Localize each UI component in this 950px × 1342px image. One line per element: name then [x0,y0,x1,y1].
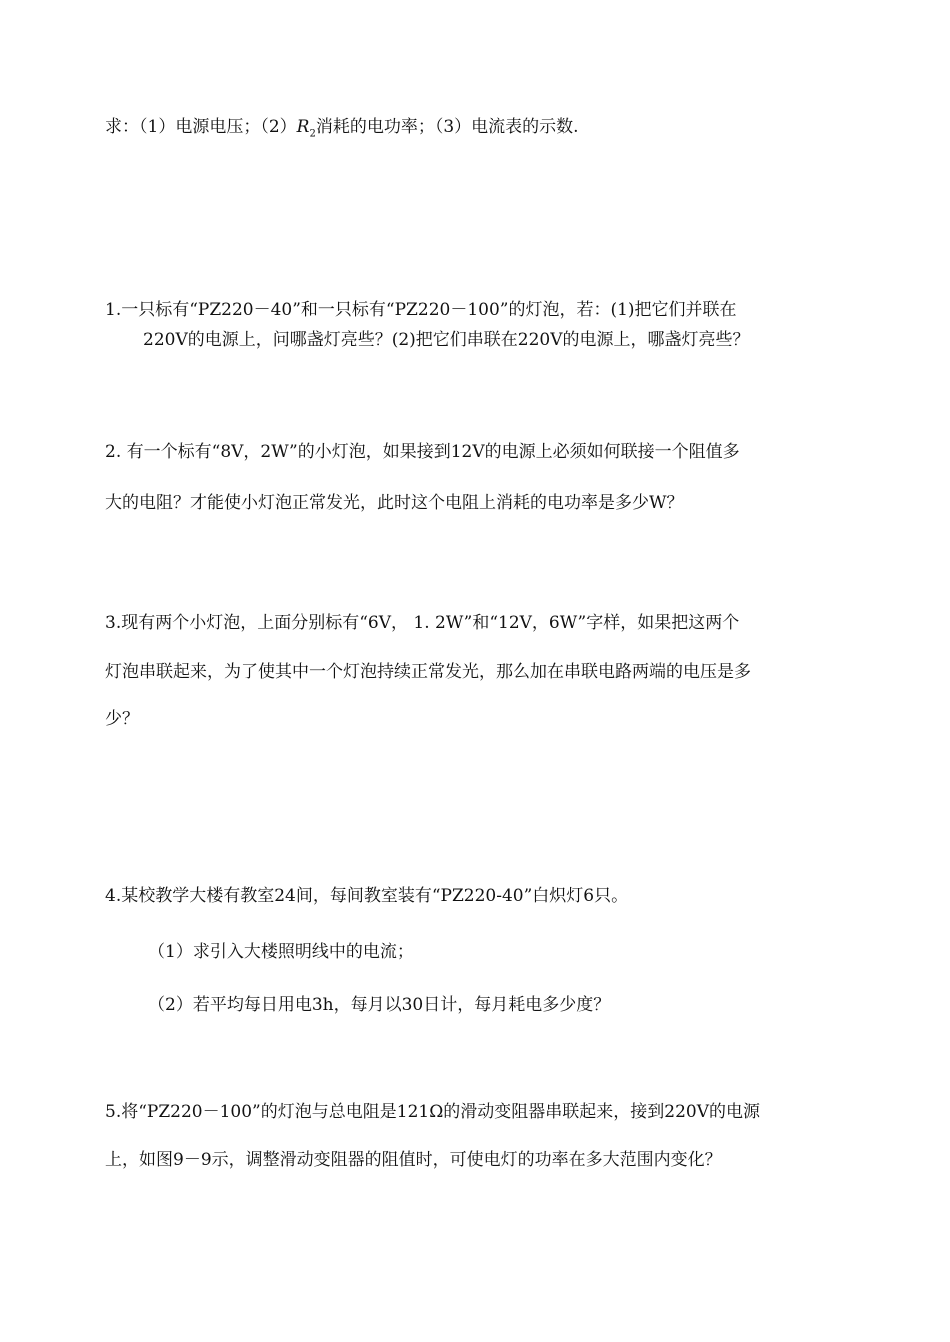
problem-1-line-1: 1.一只标有“PZ220－40”和一只标有“PZ220－100”的灯泡，若：(1)把它们并联在 [105,300,737,320]
problem-5-line-2: 上，如图9－9示，调整滑动变阻器的阻值时，可使电灯的功率在多大范围内变化？ [105,1150,722,1170]
problem-3-line-1: 3.现有两个小灯泡，上面分别标有“6V， 1. 2W”和“12V，6W”字样，如果把这两个 [105,613,740,633]
intro-question [105,115,579,146]
intro-suffix: 消耗的电功率；（3）电流表的示数. [315,117,579,137]
problem-1-line-2: 220V的电源上，问哪盏灯亮些？(2)把它们串联在220V的电源上，哪盏灯亮些？ [143,330,750,350]
problem-3-line-2: 灯泡串联起来，为了使其中一个灯泡持续正常发光，那么加在串联电路两端的电压是多 [105,662,751,682]
problem-2-line-1: 2. 有一个标有“8V，2W”的小灯泡，如果接到12V的电源上必须如何联接一个阻值多 [105,442,740,462]
problem-4-line-1: 4.某校教学大楼有教室24间，每间教室装有“PZ220-40”白炽灯6只。 [105,886,629,906]
problem-2-line-2: 大的电阻？才能使小灯泡正常发光，此时这个电阻上消耗的电功率是多少W？ [105,493,684,513]
intro-prefix: 求：（1）电源电压；（2） [105,117,297,137]
problem-4-sub-1: （1）求引入大楼照明线中的电流； [148,942,414,962]
problem-3-line-3: 少？ [105,709,139,729]
problem-5-line-1: 5.将“PZ220－100”的灯泡与总电阻是121Ω的滑动变阻器串联起来，接到220V的电源 [105,1102,761,1122]
problem-4-sub-2: （2）若平均每日用电3h，每月以30日计，每月耗电多少度？ [148,995,611,1015]
r2-symbol: $R_2$ [296,117,316,140]
